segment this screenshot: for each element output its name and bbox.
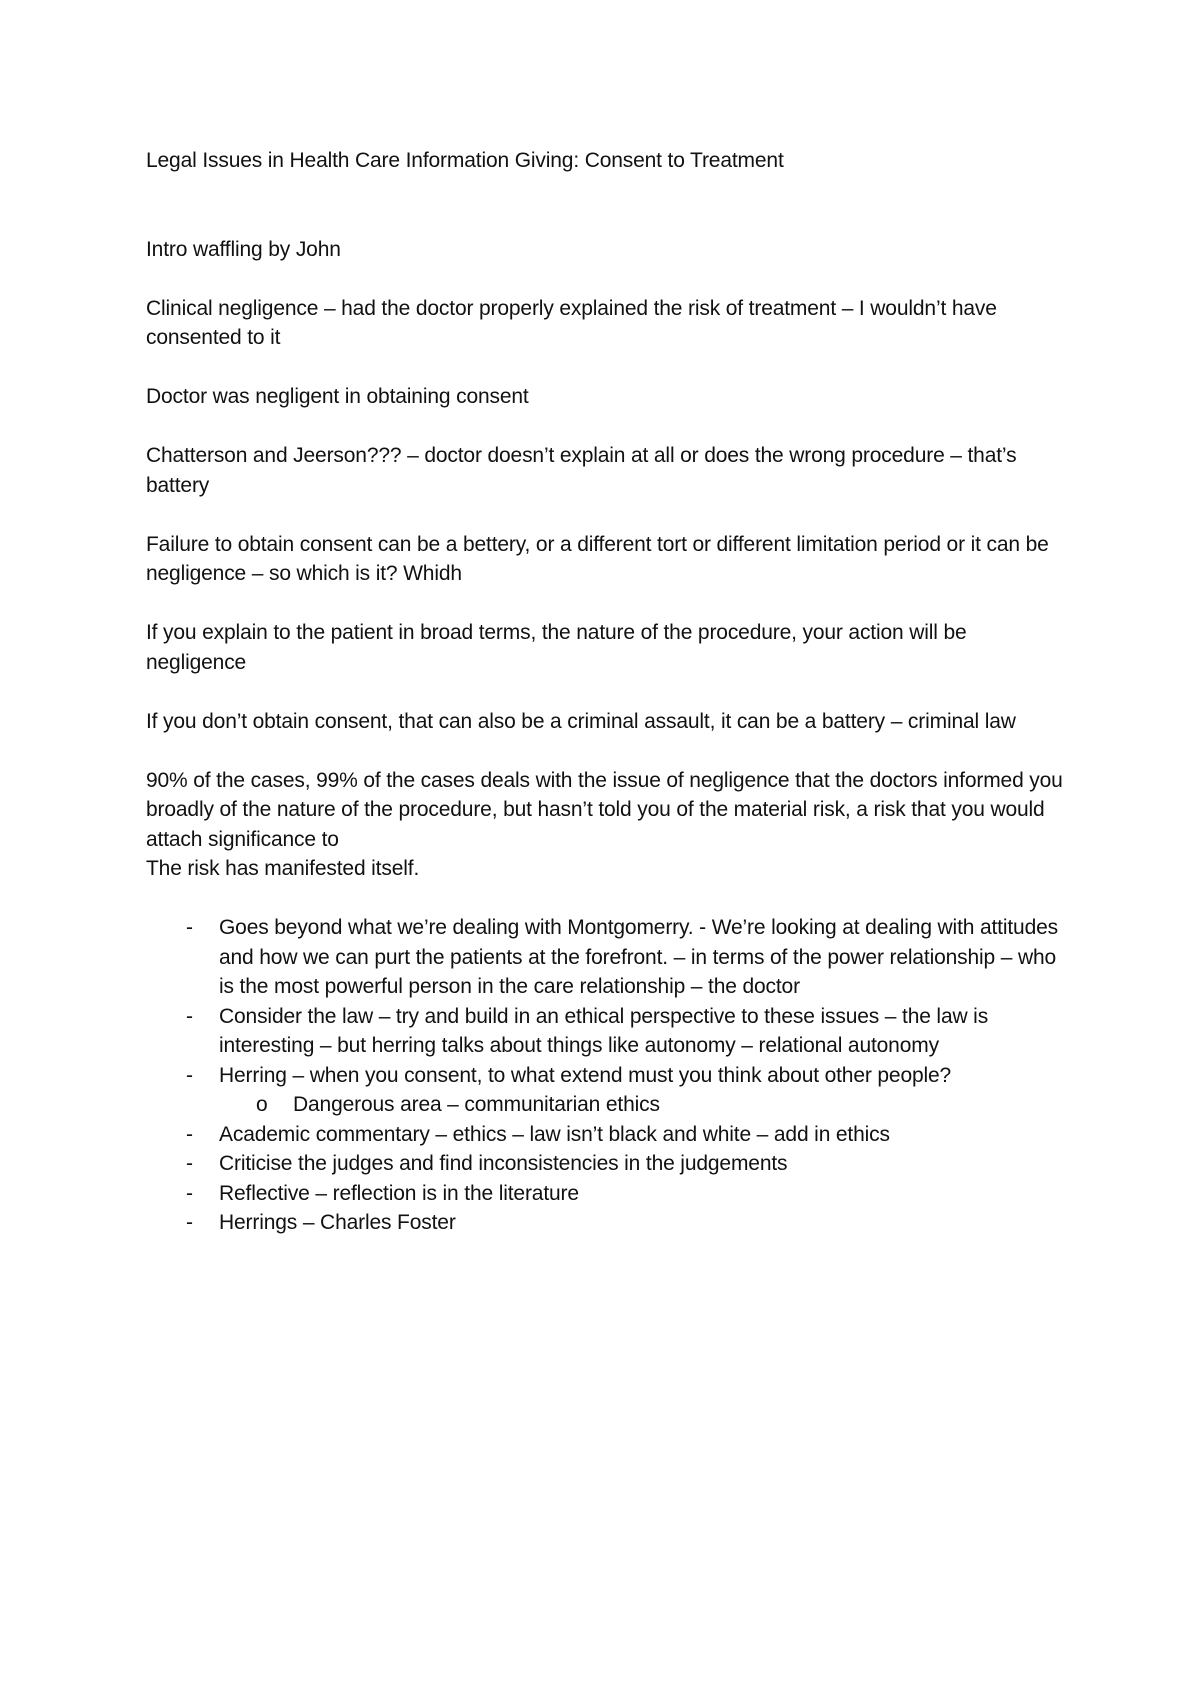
list-item	[146, 1061, 1066, 1091]
sub-list-item	[146, 1090, 1066, 1120]
bullet-marker: -	[186, 1122, 193, 1146]
list-item	[146, 913, 1066, 1002]
list-item-text: Criticise the judges and find inconsistencies in the judgements	[219, 1152, 788, 1175]
bullet-list	[146, 913, 1066, 1238]
sub-bullet-marker: o	[256, 1093, 268, 1116]
bullet-marker: -	[186, 1004, 193, 1028]
sub-list-item-text: Dangerous area – communitarian ethics	[293, 1093, 660, 1116]
bullet-marker: -	[186, 1181, 193, 1205]
list-item	[146, 1120, 1066, 1150]
paragraph-risk-manifested: The risk has manifested itself.	[146, 857, 420, 880]
list-item	[146, 1149, 1066, 1179]
list-item	[146, 1208, 1066, 1238]
paragraph-doctor-negligent: Doctor was negligent in obtaining consent	[146, 385, 529, 408]
list-item	[146, 1002, 1066, 1061]
list-item-text: Goes beyond what we’re dealing with Montgomerry. - We’re looking at dealing with attitudes and how we can purt the patients at the forefront. – in terms of the power relationship – who is the most powerful person in the care relationship – the doctor	[219, 916, 1059, 998]
paragraph-cases-percentage: 90% of the cases, 99% of the cases deals with the issue of negligence that the doctors informed you broadly of the nature of the procedure, but hasn’t told you of the material risk, a risk that you would attach significance to	[146, 768, 1063, 851]
document-body	[146, 146, 1066, 1238]
bullet-marker: -	[186, 1211, 193, 1234]
bullet-marker: -	[186, 1152, 193, 1175]
paragraph-failure-consent: Failure to obtain consent can be a bettery, or a different tort or different limitation period or it can be negligence – so which is it? Whidh	[146, 532, 1049, 585]
paragraph-broad-terms: If you explain to the patient in broad terms, the nature of the procedure, your action will be negligence	[146, 621, 967, 674]
list-item-text: Herring – when you consent, to what extend must you think about other people?	[219, 1063, 952, 1087]
list-item-text: Reflective – reflection is in the literature	[219, 1181, 579, 1205]
paragraph-chatterson: Chatterson and Jeerson??? – doctor doesn’t explain at all or does the wrong procedure – that’s battery	[146, 444, 1017, 497]
paragraph-clinical-negligence: Clinical negligence – had the doctor properly explained the risk of treatment – I wouldn’t have consented to it	[146, 296, 997, 349]
paragraph-intro: Intro waffling by John	[146, 237, 341, 261]
list-item-text: Academic commentary – ethics – law isn’t black and white – add in ethics	[219, 1122, 890, 1146]
paragraph-criminal-assault: If you don’t obtain consent, that can also be a criminal assault, it can be a battery – criminal law	[146, 709, 1016, 733]
list-item-text: Consider the law – try and build in an ethical perspective to these issues – the law is interesting – but herring talks about things like autonomy – relational autonomy	[219, 1004, 989, 1057]
list-item	[146, 1179, 1066, 1209]
bullet-marker: -	[186, 1063, 193, 1087]
list-item-text: Herrings – Charles Foster	[219, 1211, 456, 1234]
document-title: Legal Issues in Health Care Information Giving: Consent to Treatment	[146, 149, 784, 172]
bullet-marker: -	[186, 916, 193, 939]
